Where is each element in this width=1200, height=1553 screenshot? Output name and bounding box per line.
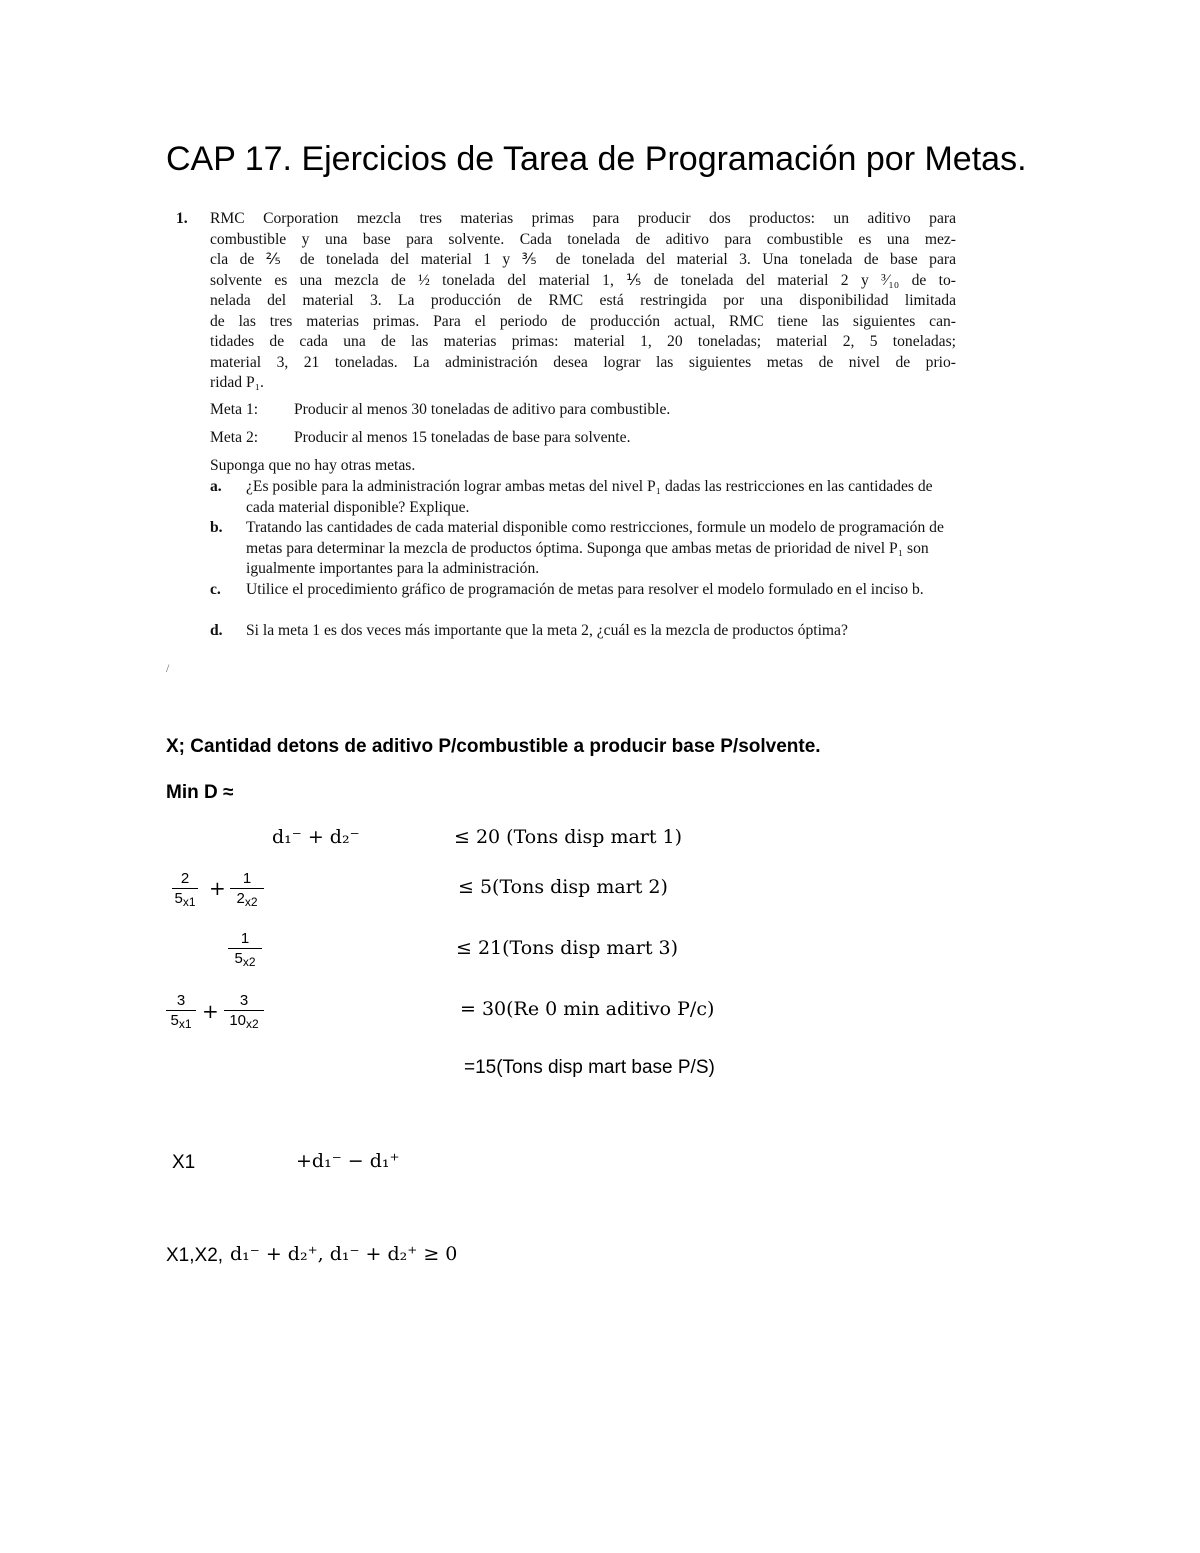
goal-deviation-terms: +d₁⁻ − d₁⁺ [296,1150,400,1172]
constraint-3-rhs: ≤ 21(Tons disp mart 3) [456,937,679,959]
denominator [172,889,198,912]
nonnegativity-label: X1,X2, [166,1245,224,1266]
denominator-value: 5 [170,1012,179,1029]
plus-sign: + [209,876,226,900]
item-text: Si la meta 1 es dos veces más importante que la meta 2, ¿cuál es la mezcla de productos óptima? [246,622,848,639]
constraint-4-rhs: = 30(Re 0 min aditivo P/c) [460,998,715,1020]
item-letter: a. [210,478,222,495]
denominator-value: 5 [174,890,183,907]
item-letter: d. [210,622,223,639]
statement-line: solvente es una mezcla de ½ tonelada del material 1, ⅕ de tonelada del material 2 y ³⁄₁₀ de to- [210,271,956,289]
subscript: x2 [244,895,258,909]
denominator [224,1011,264,1034]
goal-text: Producir al menos 15 toneladas de base para solvente. [294,429,631,446]
objective-function: Min D ≈ [166,782,234,803]
plus-sign: + [202,999,219,1023]
subscript: x2 [246,1017,259,1031]
denominator [228,949,262,972]
statement-line: nelada del material 3. La producción de RMC está restringida por una disponibilidad limitada [210,292,956,309]
numerator: 1 [228,930,262,949]
fraction-1-2-x2 [230,870,264,912]
denominator-value: 2 [236,890,245,907]
numerator: 1 [230,870,264,889]
item-text: Utilice el procedimiento gráfico de programación de metas para resolver el modelo formulado en el inciso b. [246,581,924,598]
denominator [166,1011,196,1034]
constraint-1-rhs: ≤ 20 (Tons disp mart 1) [454,826,683,848]
numerator: 3 [166,992,196,1011]
goal-text: Producir al menos 30 toneladas de aditivo para combustible. [294,401,671,418]
problem-statement [210,209,956,394]
constraint-1-lhs: d₁⁻ + d₂⁻ [272,826,360,848]
margin-mark: / [166,661,170,675]
item-letter: c. [210,581,221,598]
fraction-1-5-x2 [228,930,262,972]
scanned-problem [162,200,962,675]
subscript: x2 [242,955,256,969]
statement-line: cla de ⅖ de tonelada del material 1 y ⅗ de tonelada del material 3. Una tonelada de base para [210,251,956,268]
goal-label: Meta 2: [210,429,259,446]
statement-line: ridad P₁. [210,374,264,391]
denominator [230,889,264,912]
denominator-value: 10 [229,1012,246,1029]
statement-line: de las tres materias primas. Para el periodo de producción actual, RMC tiene las siguientes can- [210,312,956,330]
goal-label: Meta 1: [210,401,259,418]
denominator-value: 5 [234,950,243,967]
constraint-2-rhs: ≤ 5(Tons disp mart 2) [458,876,668,898]
statement-line: combustible y una base para solvente. Cada tonelada de aditivo para combustible es una mez- [210,230,956,248]
nonnegativity-constraint: d₁⁻ + d₂⁺, d₁⁻ + d₂⁺ ≥ 0 [230,1243,458,1265]
statement-line: material 3, 21 toneladas. La administración desea lograr las siguientes metas de nivel de prio- [210,353,956,371]
fraction-3-5-x1 [166,992,196,1034]
numerator: 3 [224,992,264,1011]
subscript: x1 [178,1017,192,1031]
statement-line: tidades de cada una de las materias primas: material 1, 20 toneladas; material 2, 5 toneladas; [210,333,956,350]
goal-variable: X1 [172,1152,196,1173]
item-text: Tratando las cantidades de cada material disponible como restricciones, formule un modelo de programación de metas para determinar la mezcla de productos óptima. Suponga que ambas metas de prioridad de nivel P₁ son igualmente importantes para la administración. [246,519,944,577]
goal-2 [210,428,630,449]
item-text: ¿Es posible para la administración lograr ambas metas del nivel P₁ dadas las restricciones en las cantidades de cada material disponible? Explique. [246,478,933,516]
problem-number: 1. [176,210,188,227]
subscript: x1 [182,895,196,909]
assumption-text: Suponga que no hay otras metas. [210,457,416,474]
fraction-3-10-x2 [224,992,264,1034]
page-title: CAP 17. Ejercicios de Tarea de Programación por Metas. [166,140,1027,178]
variable-definition: X; Cantidad detons de aditivo P/combustible a producir base P/solvente. [166,736,821,757]
numerator: 2 [172,870,198,889]
item-letter: b. [210,519,223,536]
fraction-2-5-x1 [172,870,198,912]
statement-line: RMC Corporation mezcla tres materias primas para producir dos productos: un aditivo para [210,210,956,227]
constraint-5-rhs: =15(Tons disp mart base P/S) [464,1057,715,1078]
goal-1 [210,400,670,421]
